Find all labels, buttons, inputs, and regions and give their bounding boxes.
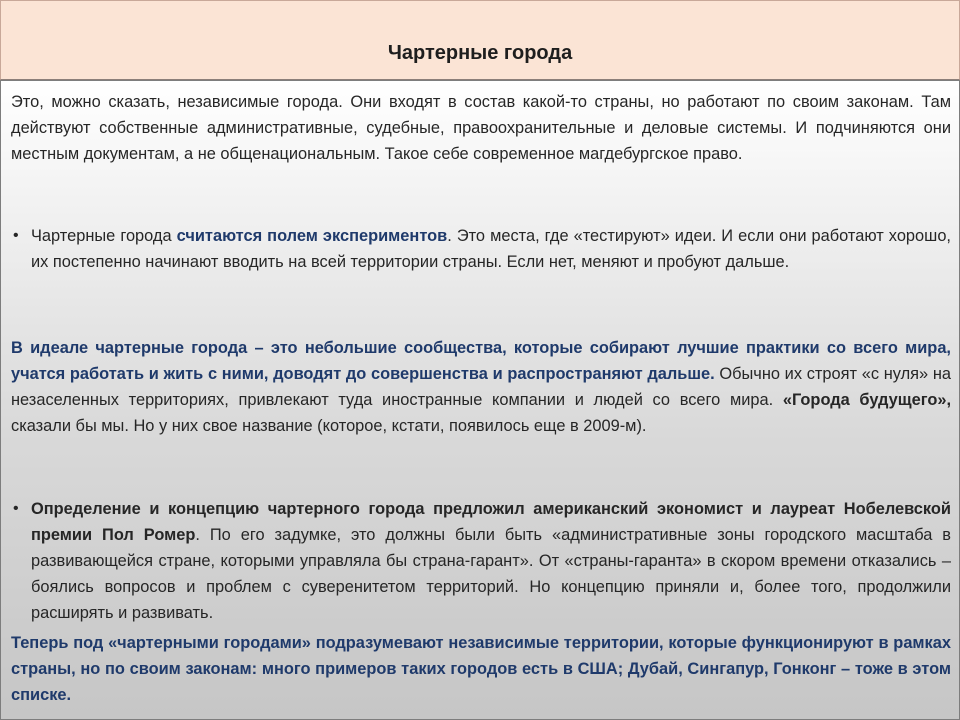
bullet-1-highlight: считаются полем экспериментов	[176, 227, 448, 245]
ideal-end: сказали бы мы. Но у них свое название (которое, кстати, появилось еще в 2009-м).	[11, 417, 647, 435]
bullet-2-rest: . По его задумке, это должны были быть «административные зоны городского масштаба в развивающейся стране, которыми управляла бы страна-гарант». От «страны-гаранта» в скором времени отказались – боялись вопросов и проблем с суверенитетом территорий. Но концепцию приняли и, более того, продолжили расширять и развивать.	[31, 526, 951, 622]
bullet-paragraph-2	[31, 496, 951, 626]
ideal-middle: Обычно их строят «с нуля» на незаселенных территориях, привлекают туда иностранные компании и людей со всего мира.	[11, 365, 951, 409]
conclusion-paragraph: Теперь под «чартерными городами» подразумевают независимые территории, которые функционируют в рамках страны, но по своим законам: много примеров таких городов есть в США; Дубай, Сингапур, Гонконг – тоже в этом списке.	[11, 634, 951, 704]
slide-content	[0, 80, 960, 720]
intro-paragraph: Это, можно сказать, независимые города. Они входят в состав какой-то страны, но работают по своим законам. Там действуют собственные административные, судебные, правоохранительные и деловые системы. И подчиняются они местным документам, а не общенациональным. Такое себе современное магдебургское право.	[11, 93, 951, 163]
slide-title: Чартерные города	[387, 42, 573, 64]
bullet-1-start: Чартерные города	[31, 227, 177, 245]
bullet-marker-1: •	[13, 227, 19, 244]
ideal-highlight: В идеале чартерные города – это небольшие сообщества, которые собирают лучшие практики со всего мира, учатся работать и жить с ними, доводят до совершенства и распространяют дальше.	[11, 339, 951, 383]
bullet-1-end: . Это места, где «тестируют» идеи. И если они работают хорошо, их постепенно начинают вводить на всей территории страны. Если нет, меняют и пробуют дальше.	[31, 227, 951, 271]
bullet-marker-2: •	[13, 500, 19, 517]
ideal-paragraph	[11, 335, 951, 439]
bullet-2-bold: Определение и концепцию чартерного города предложил американский экономист и лауреат Нобелевской премии Пол Ромер	[31, 500, 951, 544]
ideal-bold-phrase: «Города будущего»,	[782, 391, 951, 409]
slide-header	[0, 0, 960, 80]
bullet-paragraph-1	[31, 223, 951, 275]
